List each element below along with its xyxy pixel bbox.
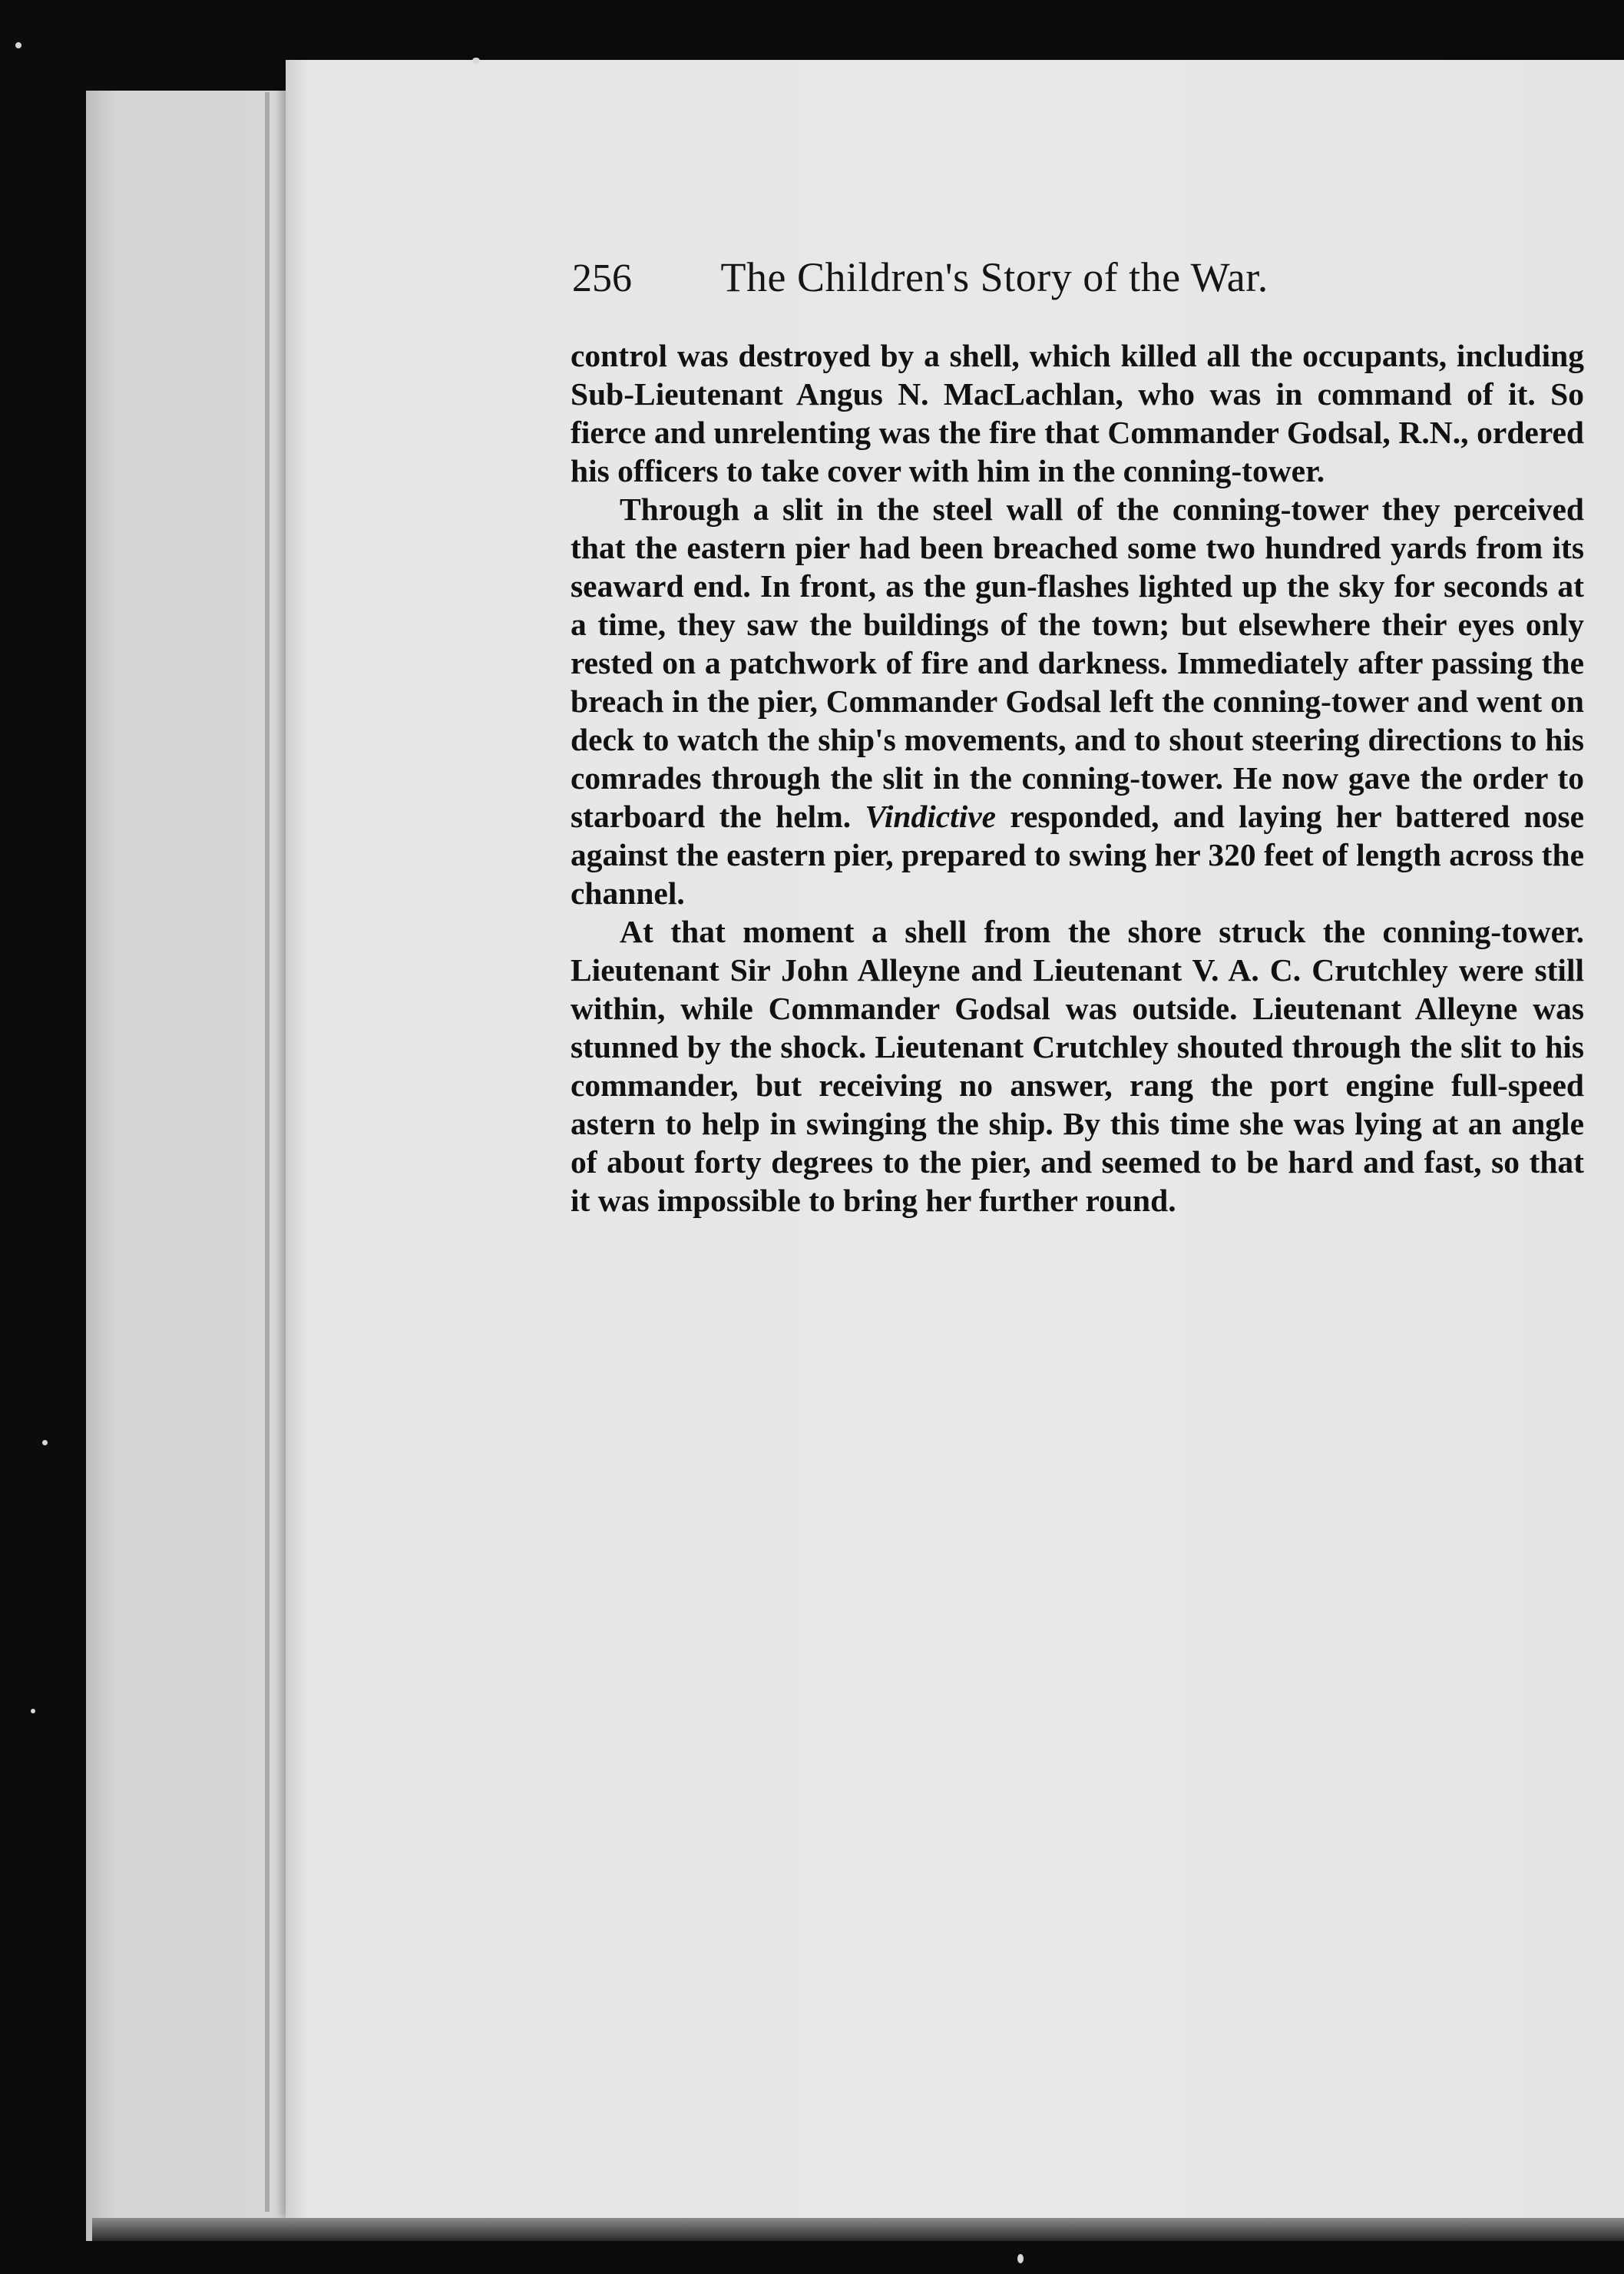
dust-speck <box>42 1440 48 1445</box>
ship-name: Vindictive <box>865 799 997 834</box>
paragraph-continued: control was destroyed by a shell, which killed all the occupants, including Sub-Lieutenant Angus N. MacLachlan, who was in command of it. So fierce and unrelenting was the fire that Commander Godsal, R.N., ordered his officers to take cover with him in the conning-tower. <box>571 338 1584 488</box>
page-gutter <box>265 92 270 2212</box>
body-text <box>571 336 1584 1220</box>
dust-speck <box>31 1709 35 1713</box>
dust-speck <box>1017 2254 1024 2263</box>
page-number: 256 <box>572 257 632 300</box>
page-header <box>572 253 1417 315</box>
dust-speck <box>15 42 21 48</box>
paragraph-text-end: responded, and laying her battered nose against the eastern pier, prepared to swing her 320 feet of length across the channel. <box>571 799 1585 911</box>
running-title: The Children's Story of the War. <box>720 254 1268 300</box>
dust-speck <box>472 58 480 64</box>
page-bottom-edge <box>92 2218 1624 2241</box>
paragraph-text: Through a slit in the steel wall of the conning-tower they perceived that the eastern pier had been breached some two hundred yards from its seaward end. In front, as the gun-flashes lighted up the sky for seconds at a time, they saw the buildings of the town; but elsewhere their eyes only rested on a patchwork of fire and darkness. Immediately after passing the breach in the pier, Commander Godsal left the conning-tower and went on deck to watch the ship's movements, and to shout steering directions to his comrades through the slit in the conning-tower. He now gave the order to starboard the helm. <box>571 492 1584 834</box>
paragraph-conning-tower <box>571 490 1584 912</box>
paragraph-shell-strike: At that moment a shell from the shore struck the conning-tower. Lieutenant Sir John Alleyne and Lieutenant V. A. C. Crutchley were still within, while Commander Godsal was outside. Lieutenant Alleyne was stunned by the shock. Lieutenant Crutchley shouted through the slit to his commander, but receiving no answer, rang the port engine full-speed astern to help in swinging the ship. By this time she was lying at an angle of about forty degrees to the pier, and seemed to be hard and fast, so that it was impossible to bring her further round. <box>571 914 1584 1218</box>
